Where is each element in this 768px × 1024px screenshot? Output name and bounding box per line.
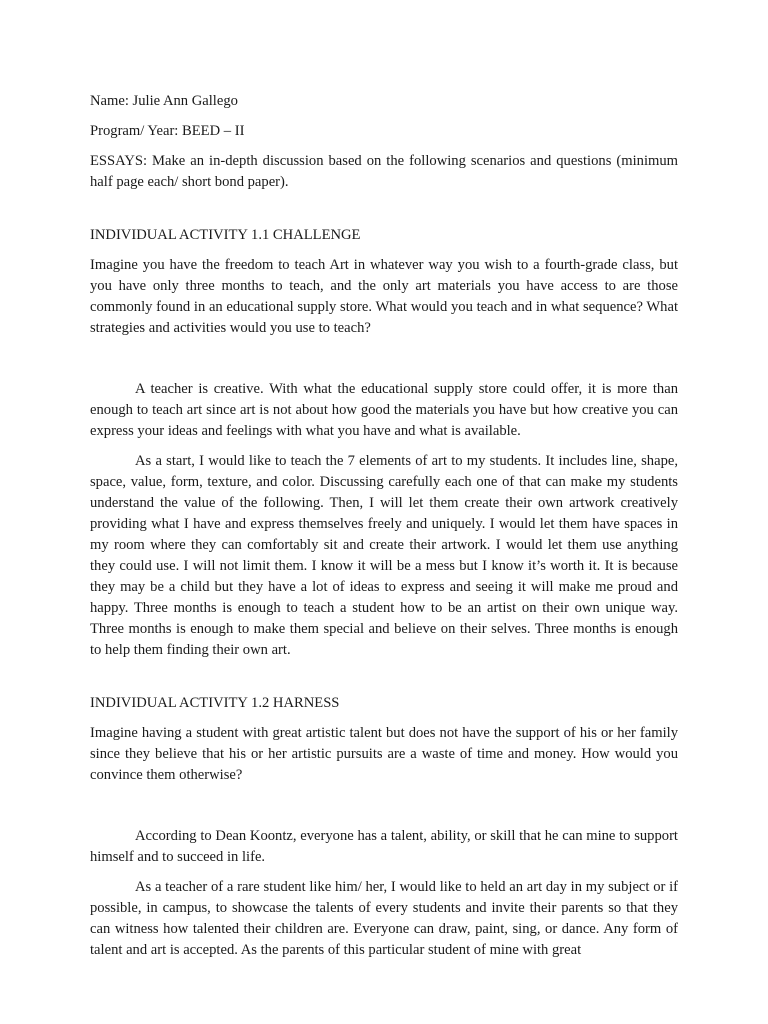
activity-1-answer-paragraph-1: A teacher is creative. With what the educational supply store could offer, it is more than enough to teach art since art is not about how good the materials you have but how creative you can express your ideas and feelings with what you have and what is available. (90, 381, 678, 439)
activity-1-title: INDIVIDUAL ACTIVITY 1.1 CHALLENGE (90, 227, 361, 243)
activity-1-prompt: Imagine you have the freedom to teach Art in whatever way you wish to a fourth-grade class, but you have only three months to teach, and the only art materials you have access to are those commonly found in an educational supply store. What would you teach and in what sequence? What strategies and activities would you use to teach? (90, 257, 678, 336)
activity-2-prompt: Imagine having a student with great artistic talent but does not have the support of his or her family since they believe that his or her artistic pursuits are a waste of time and money. How would you convince them otherwise? (90, 725, 678, 783)
essay-instructions: ESSAYS: Make an in-depth discussion based on the following scenarios and questions (minimum half page each/ short bond paper). (90, 153, 678, 190)
student-name: Name: Julie Ann Gallego (90, 93, 238, 109)
activity-1-section (90, 225, 678, 661)
activity-2-title: INDIVIDUAL ACTIVITY 1.2 HARNESS (90, 695, 340, 711)
program-year: Program/ Year: BEED – II (90, 123, 245, 139)
activity-1-answer-paragraph-2: As a start, I would like to teach the 7 elements of art to my students. It includes line, shape, space, value, form, texture, and color. Discussing carefully each one of that can make my students understand the value of the following. Then, I will let them create their own artwork creatively providing what I have and express themselves freely and uniquely. I would let them have spaces in my room where they can comfortably sit and create their artwork. I would let them use anything they could use. I will not limit them. I know it will be a mess but I know it’s worth it. It is because they may be a child but they have a lot of ideas to express and seeing it will make me proud and happy. Three months is enough to teach a student how to be an artist on their own unique way. Three months is enough to make them special and believe on their selves. Three months is enough to help them finding their own art. (90, 453, 678, 658)
activity-2-answer-paragraph-1: According to Dean Koontz, everyone has a talent, ability, or skill that he can mine to support himself and to succeed in life. (90, 828, 678, 865)
document-body (90, 91, 678, 961)
activity-2-answer-paragraph-2: As a teacher of a rare student like him/ her, I would like to held an art day in my subject or if possible, in campus, to showcase the talents of every students and invite their parents so that they can witness how talented their children are. Everyone can draw, paint, sing, or dance. Any form of talent and art is accepted. As the parents of this particular student of mine with great (90, 879, 678, 958)
activity-2-section (90, 693, 678, 961)
